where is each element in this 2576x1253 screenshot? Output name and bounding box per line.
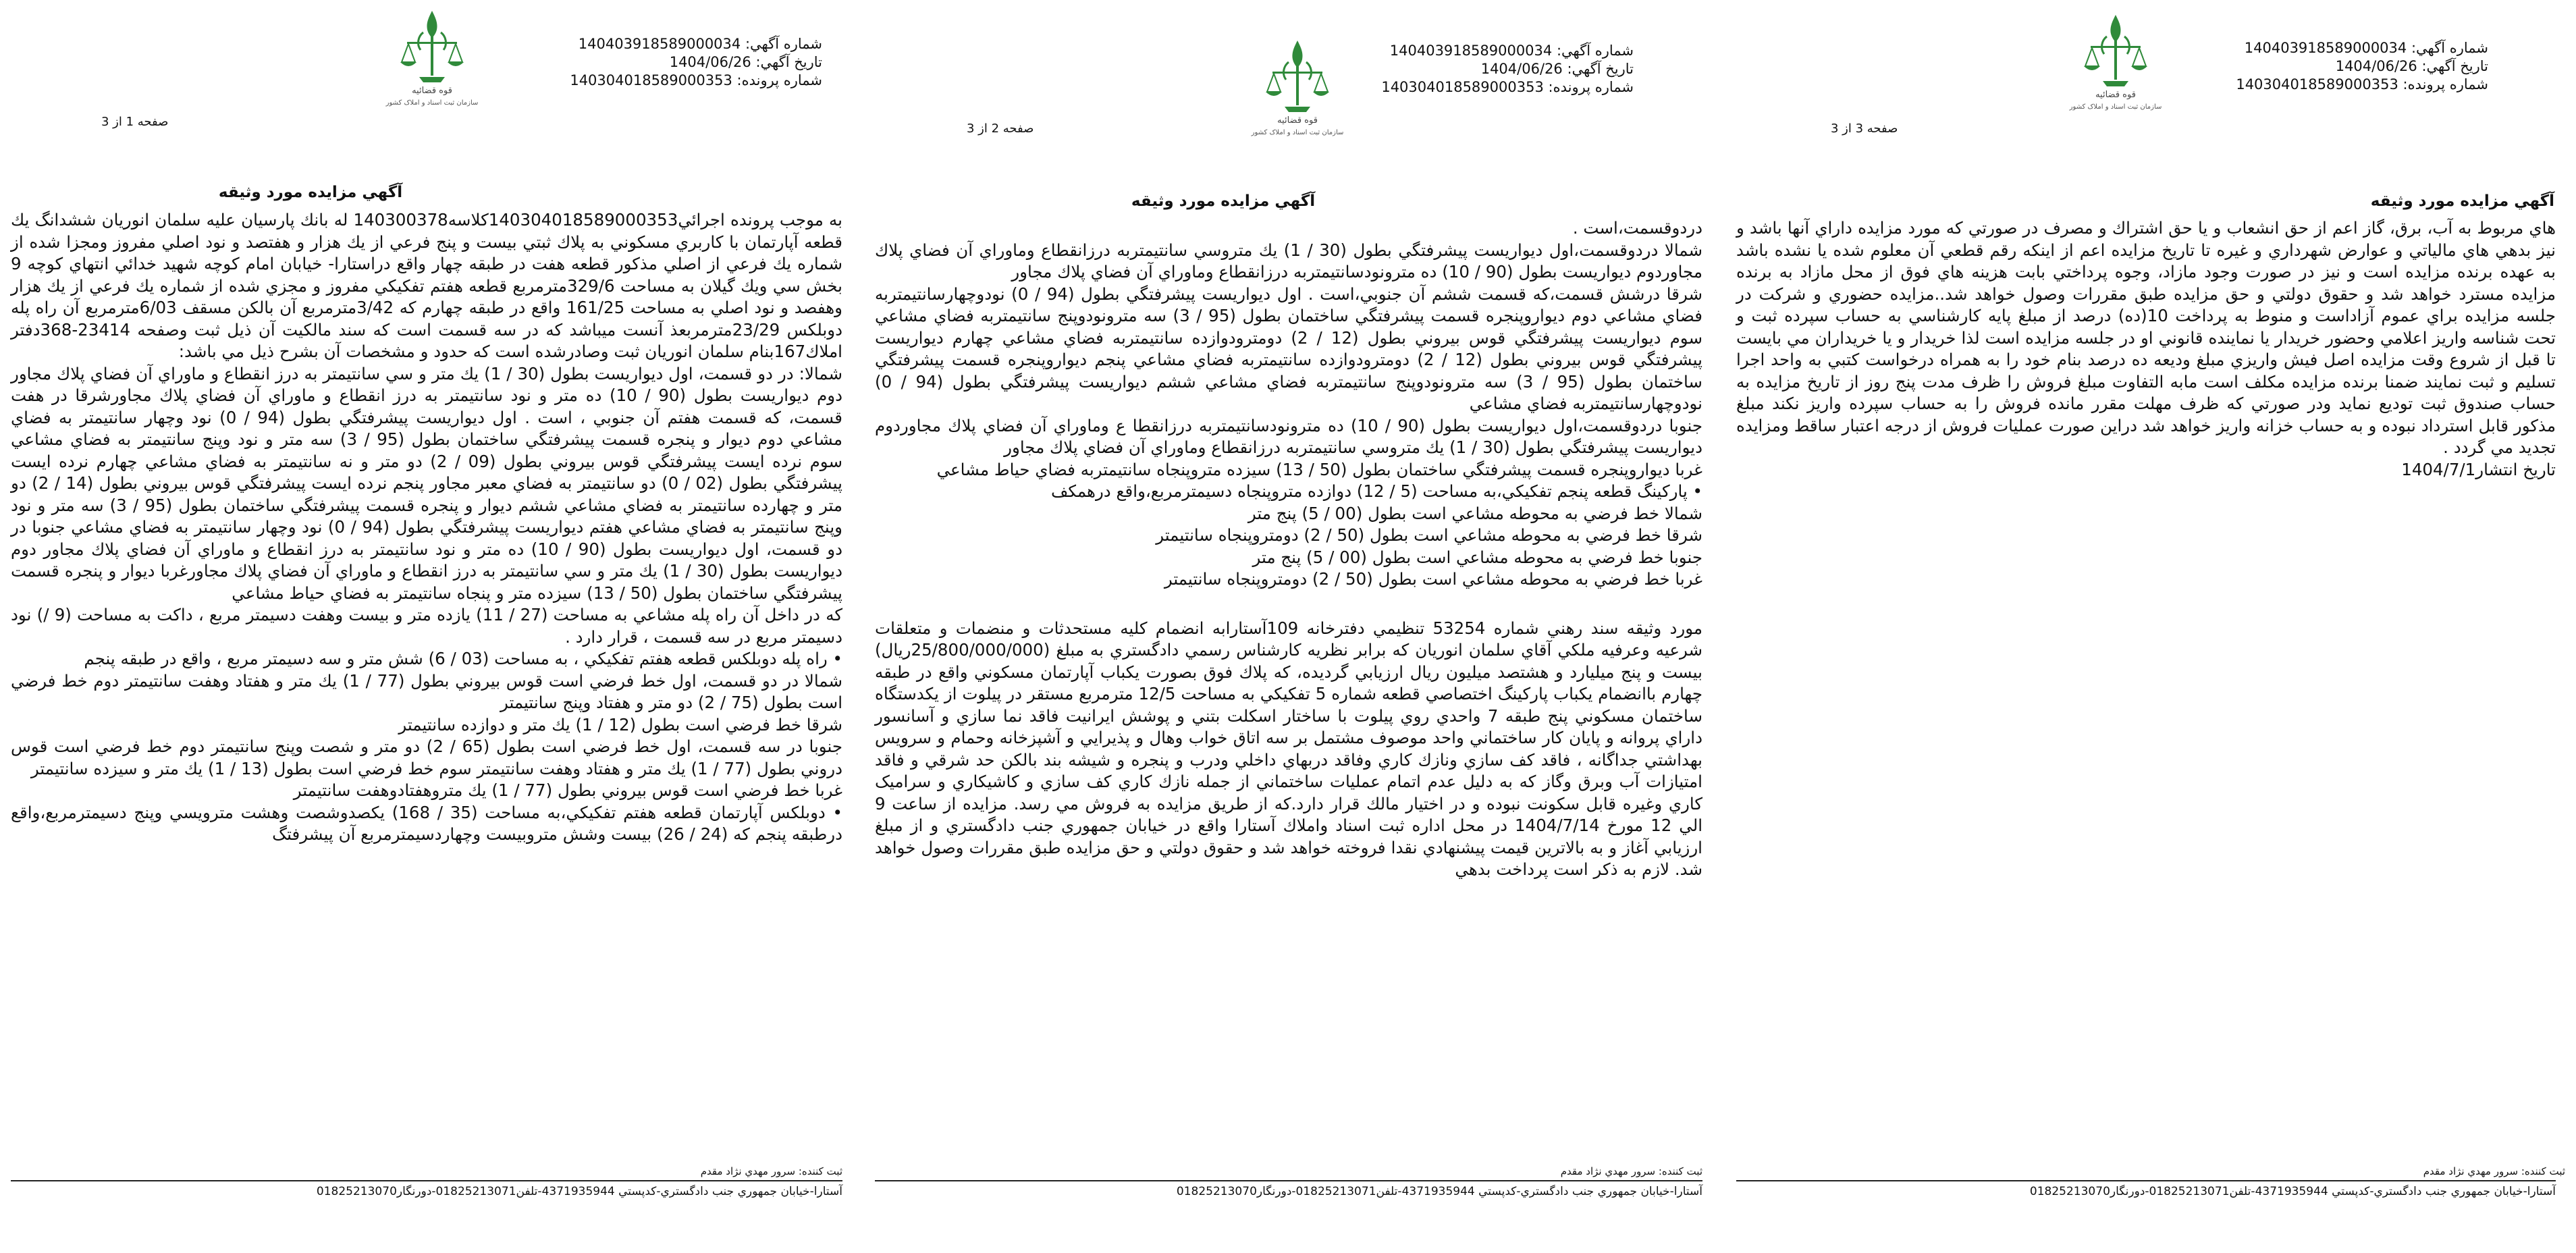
signature-label: ثبت كننده: [798, 1165, 842, 1177]
body-paragraph: به موجب پرونده اجرائي140304018589000353كلاسه140300378 له بانك پارسيان عليه سلمان انوريان ششدانگ يك قطعه آپارتمان با كاربري مسكوني به پلاك ثبتي بيست و پنج فرعي از يك هزار و هفتصد و نود اصلي مفروز ومجزا شده از شماره يك فرعي از اصلي مذكور قطعه هفت در طبقه چهار واقع دراستارا- خيابان امام كوچه شهيد خدائي انتهاي كوچه 9 بخش سي ويك گيلان به مساحت 329/6مترمربع قطعه هفتم تفكيكي مفروز و مجزي شده از شماره يك فرعي از يك هزار وهفصد و نود اصلي به مساحت 161/25 واقع در طبقه چهارم كه 3/42مترمربع آن بالكن مسقف 6/03مترمربع آن راه پله دوبلكس 23/29مترمربعذ آنست ميباشد كه در سه قسمت است كه سند مالكيت آن ذيل ثبت وصفحه 23414-368دفتر املاك167بنام سلمان انوريان ثبت وصادرشده است كه حدود و مشخصات آن بشرح ذيل مي باشد: [11, 210, 843, 361]
ad-number: 140403918589000034 [578, 36, 741, 52]
ad-number-row [1389, 42, 1634, 60]
signature-label: ثبت كننده: [2521, 1165, 2565, 1177]
signature-name: سرور مهدي نژاد مقدم [700, 1165, 796, 1177]
file-number: 140304018589000353 [570, 72, 732, 88]
ad-date: 1404/06/26 [1480, 61, 1563, 77]
body-paragraph: شرقا خط فرضي به محوطه مشاعي است بطول (50 / 2) دومتروپنجاه سانتيمتر [1156, 525, 1702, 545]
svg-text:قوه قضائیه: قوه قضائیه [412, 86, 452, 96]
file-number: 140304018589000353 [1381, 79, 1544, 95]
file-number-label: شماره پرونده: [2403, 76, 2488, 92]
signature-label: ثبت كننده: [1658, 1165, 1702, 1177]
file-number-row [570, 72, 822, 90]
judiciary-emblem-icon [1251, 36, 1344, 138]
body-paragraph: شرقا درشش قسمت،كه قسمت ششم آن جنوبي،است . اول ديواريست پيشرفتگي بطول (94 / 0) نودوچهارسانتيمتربه فضاي مشاعي دوم ديواروپنجره قسمت پيشرفتگي ساختمان بطول (95 / 3) سه مترونودوپنج سانتيمتربه فضاي مشاعي سوم ديواريست پيشرفتگي قوس بيروني بطول (12 / 2) دومترودوازده سانتيمتربه فضاي مشاعي چهارم ديواريست پيشرفتگي قوس بيروني بطول (12 / 2) دومترودوازده سانتيمتربه فضاي مشاعي پنجم ديواروپنجره قسمت پيشرفتگي ساختمان بطول (95 / 3) سه مترونودوپنج سانتيمتربه فضاي مشاعي ششم ديواريست پيشرفتگي بطول (94 / 0) نودوچهارسانتيمتربه فضاي مشاعي [875, 284, 1702, 413]
ad-number-label: شماره آگهي: [1556, 43, 1634, 59]
signature [1453, 1165, 1702, 1177]
ad-number: 140403918589000034 [1389, 43, 1553, 59]
body-paragraph: جنوبا خط فرضي به محوطه مشاعي است بطول (00 / 5) پنج متر [1252, 547, 1702, 567]
body-paragraph: كه در داخل آن راه پله مشاعي به مساحت (27 / 11) يازده متر و بيست وهفت دسيمتر مربع ، داكت به مساحت (9 /) نود دسيمتر مربع در سه قسمت ، قرار دارد . [11, 605, 842, 647]
ad-date-label: تاريخ آگهي: [2421, 58, 2488, 74]
body-paragraph: • راه پله دوبلكس قطعه هفتم تفكيكي ، به مساحت (03 / 6) شش متر و سه دسيمتر مربع ، واقع در طبقه پنجم [84, 649, 842, 668]
judiciary-emblem-icon [385, 7, 479, 108]
body-paragraph: مورد وثيقه سند رهني شماره 53254 تنظيمي دفترخانه 109آستارابه انضمام كليه مستحدثات و منضمات و متعلقات شرعيه وعرفيه ملكي آقاي سلمان انوريان كه برابر نظريه كارشناس رسمي دادگستري به مبلغ (25/800/000/000ريال) بيست و پنج ميلیارد و هشتصد ميليون ريال ارزيابي گرديده، كه پلاك فوق بصورت يكباب آپارتمان مسكوني واقع در طبقه چهارم باانضمام يكباب پاركينگ اختصاصي قطعه شماره 5 تفكيكي به مساحت 12/5 مترمربع مستقر در پيلوت از يكدستگاه ساختمان مسكوني پنج طبقه 7 واحدي روي پيلوت با ساختار اسكلت بتني و پوشش ايرانيت فاقد نما سازي و آسانسور داراي پروانه و پايان كار ساختماني واحد موصوف مشتمل بر سه اتاق خواب وهال و پذيرايي و آشپزخانه وحمام و سرويس بهداشتي جداگانه ، فاقد كف سازي ونازك كاري وفاقد دربهاي داخلي ودرب و پنجره و شيشه بند بالكن حد شرقي و فاقد امتيازات آب وبرق وگاز كه به دليل عدم اتمام عمليات ساختماني از جمله نازك كاري كف سازي و كاشيكاري و سرامیک كاري وغيره قابل سكونت نبوده و در اختيار مالك قرار دارد.كه از طريق مزايده به فروش مي رسد. مزايده از ساعت 9 الي 12 مورخ 1404/7/14 در محل اداره ثبت اسناد واملاك آستارا واقع در خيابان جمهوري جنب دادگستري و از مبلغ ارزيابي آغاز و به بالاترين قيمت پيشنهادي نقدا فروخته خواهد شد و حقوق دولتي و حق مزايده طبق مقررات وصول خواهد شد. لازم به ذكر است پرداخت بدهي [875, 618, 1702, 879]
notice-meta [2236, 39, 2488, 94]
page-number: صفحه 1 از 3 [101, 115, 169, 129]
notice-meta [1381, 42, 1634, 97]
signature [594, 1165, 842, 1177]
body-paragraph: غربا ديواروپنجره قسمت پيشرفتگي ساختمان بطول (50 / 13) سيزده متروپنجاه سانتيمتربه فضاي حياط مشاعي [936, 459, 1702, 479]
ad-number-row [2244, 39, 2488, 57]
body-paragraph: شمالا در دو قسمت، اول خط فرضي است قوس بيروني بطول (77 / 1) يك متر و هفتاد وهفت سانتيمتر دوم خط فرضي است بطول (75 / 2) دو متر و هفتاد وپنج سانتيمتر [11, 670, 842, 712]
body-paragraph: جنوبا دردوقسمت،اول ديواريست بطول (90 / 10) ده مترونودسانتيمتربه درزانقطا ع وماوراي آن فضاي پلاك مجاوردوم ديواريست پيشرفتگي بطول (30 / 1) يك متروسي سانتيمتربه درزانقطاع وماوراي آن فضاي پلاك مجاور [875, 415, 1702, 457]
svg-text:سازمان ثبت اسناد و املاک کشور: سازمان ثبت اسناد و املاک کشور [385, 99, 479, 107]
footer-address: آستارا-خيابان جمهوري جنب دادگستري-كدپستي 4371935944-تلفن01825213071-دورنگار01825213070 [1176, 1185, 1702, 1198]
ad-number-row [578, 35, 822, 53]
ad-number: 140403918589000034 [2244, 40, 2407, 56]
body-paragraph: غربا خط فرضي به محوطه مشاعي است بطول (50 / 2) دومتروپنجاه سانتيمتر [1164, 569, 1702, 589]
body-paragraph: • دوبلكس آپارتمان قطعه هفتم تفكيكي،به مساحت (35 / 168) يكصدوشصت وهشت مترويسي وپنج دسيمترمربع،واقع درطبقه پنجم كه (24 / 26) بيست وشش متروبيست وچهاردسيمترمربع آن پيشرفتگ [11, 802, 842, 844]
judiciary-emblem-icon [2069, 11, 2162, 112]
svg-text:سازمان ثبت اسناد و املاک کشور: سازمان ثبت اسناد و املاک کشور [2069, 103, 2162, 111]
ad-date-row [1419, 60, 1634, 78]
file-number-label: شماره پرونده: [736, 72, 822, 88]
body-paragraph: شمالا: در دو قسمت، اول ديواريست بطول (30 / 1) يك متر و سي سانتيمتر به درز انقطاع و ماوراي آن فضاي پلاك مجاور دوم ديواريست بطول (90 / 10) ده متر و نود سانتيمتر به درز انقطاع و ماوراي آن فضاي پلاك مجاورشرقا در هفت قسمت، كه قسمت هفتم آن جنوبي ، است . اول ديواريست پيشرفتگي بطول (94 / 0) نود وچهار سانتيمتر به فضاي مشاعي دوم ديوار و پنجره قسمت پيشرفتگي ساختمان بطول (95 / 3) سه متر و نود وپنج سانتيمتر به فضاي مشاعي سوم نرده ايست پيشرفتگي قوس بيروني بطول (09 / 2) دو متر و نه سانتيمتر به فضاي مشاعي چهارم نرده ايست پيشرفتگي بطول (02 / 0) دو سانتيمتر به فضاي معبر مجاور پنجم نرده ايست پيشرفتگي قوس بيروني بطول (14 / 2) دو متر و چهارده سانتيمتر به فضاي مشاعي ششم ديوار و پنجره قسمت پيشرفتگي ساختمان بطول (95 / 3) سه متر و نود وپنج سانتيمتر به فضاي مشاعي هفتم ديواريست پيشرفتگي بطول (94 / 0) نود وچهار سانتيمتر به فضاي مشاعي جنوبا در دو قسمت، اول ديواريست بطول (90 / 10) ده متر و نود سانتيمتر به درز انقطاع و ماوراي آن فضاي پلاك مجاور دوم ديواريست بطول (30 / 1) يك متر و سي سانتيمتر به درز انقطاع و ماوراي آن فضاي پلاك مجاورغربا ديوار و پنجره قسمت پيشرفتگي ساختمان بطول (50 / 13) سيزده متر و پنجاه سانتيمتر به فضاي حياط مشاعي [11, 363, 842, 603]
file-number-row [2236, 76, 2488, 94]
ad-date-row [2274, 57, 2488, 76]
ad-number-label: شماره آگهي: [2411, 40, 2488, 56]
notice-page-2 [859, 0, 1717, 1253]
body-paragraph: هاي مربوط به آب، برق، گاز اعم از حق انشعاب و يا حق اشتراك و مصرف در صورتي كه مورد مزايده داراي آنها باشد و نيز بدهي هاي مالياتي و عوارض شهرداري و غيره تا تاريخ مزايده اعم از اينكه رقم قطعي آن معلوم شده يا نشده باشد به عهده برنده مزايده است و نيز در صورت وجود مازاد، وجوه پرداختي بابت هزينه هاي فوق از محل مازاد به برنده مزايده مسترد خواهد شد و حقوق دولتي و حق مزايده طبق مقررات وصول خواهد شد..مزايده حضوري و شركت در جلسه مزايده براي عموم آزاداست و منوط به پرداخت 10(ده) درصد از مبلغ پايه كارشناسي به حساب سپرده ثبت و تحت شناسه واريز اعلامي وحضور خريدار يا نماينده قانوني او در جلسه مزايده است لذا خريدار و يا خريداران مي بايست تا قبل از شروع وقت مزايده اصل فيش واريزي مبلغ وديعه ده درصد بنام خود را به همراه درخواست كتبي به واحد اجرا تسليم و ثبت نمايند ضمنا برنده مزايده مكلف است مابه التفاوت مبلغ فروش را ظرف مدت پنج روز از تاريخ مزايده به حساب صندوق ثبت توديع نمايد ودر صورتي كه ظرف مهلت مقرر مانده فروش را به حساب سپرده واريز نكند مبلغ مذكور قابل استرداد نبوده و به حساب خزانه واريز خواهد شد دراين صورت عمليات فروش از درجه اعتبار ساقط ومزايده تجديد مي گردد . [1736, 218, 2556, 457]
ad-date-label: تاريخ آگهي: [755, 54, 822, 70]
signature-name: سرور مهدي نژاد مقدم [2423, 1165, 2519, 1177]
svg-text:سازمان ثبت اسناد و املاک کشور: سازمان ثبت اسناد و املاک کشور [1251, 129, 1344, 136]
svg-text:قوه قضائیه: قوه قضائیه [2095, 90, 2136, 100]
file-number: 140304018589000353 [2236, 76, 2398, 92]
body-paragraph: • پاركينگ قطعه پنجم تفكيكي،به مساحت (5 / 12) دوازده متروپنجاه دسيمترمربع،واقع درهمكف [1051, 481, 1702, 501]
signature-name: سرور مهدي نژاد مقدم [1560, 1165, 1656, 1177]
notice-page-3 [0, 0, 859, 1253]
footer-divider [875, 1180, 1702, 1181]
page-number: صفحه 3 از 3 [1831, 122, 1898, 136]
notice-title: آگهي مزايده مورد وثيقه [2370, 192, 2554, 210]
notice-body [11, 209, 842, 846]
body-paragraph: دردوقسمت،است . [1572, 218, 1702, 238]
svg-text:قوه قضائیه: قوه قضائیه [1277, 115, 1318, 126]
page-number: صفحه 2 از 3 [967, 122, 1034, 136]
body-paragraph: جنوبا در سه قسمت، اول خط فرضي است بطول (65 / 2) دو متر و شصت وپنج سانتيمتر دوم خط فرضي است قوس دروني بطول (77 / 1) يك متر و هفتاد وهفت سانتيمتر سوم خط فرضي است بطول (13 / 1) يك متر و سيزده سانتيمتر [11, 737, 842, 778]
file-number-label: شماره پرونده: [1548, 79, 1634, 95]
file-number-row [1381, 78, 1634, 97]
body-paragraph: شمالا دردوقسمت،اول ديواريست پيشرفتگي بطول (30 / 1) يك متروسي سانتيمتربه درزانقطاع وماوراي آن فضاي پلاك مجاوردوم ديواريست بطول (90 / 10) ده مترونودسانتيمتربه درزانقطاع وماوراي آن فضاي پلاك مجاور [875, 240, 1702, 282]
ad-date-row [608, 53, 822, 72]
ad-date: 1404/06/26 [669, 54, 751, 70]
body-paragraph: غربا خط فرضي است قوس بيروني بطول (77 / 1) يك متروهفتادوهفت سانتيمتر [293, 780, 842, 800]
notice-title: آگهي مزايده مورد وثيقه [218, 184, 403, 201]
footer-divider [11, 1180, 842, 1181]
ad-date: 1404/06/26 [2335, 58, 2417, 74]
signature [2322, 1165, 2565, 1177]
publish-date: تاريخ انتشار1404/7/1 [2401, 459, 2556, 479]
ad-date-label: تاريخ آگهي: [1567, 61, 1634, 77]
ad-number-label: شماره آگهي: [745, 36, 822, 52]
notice-body [875, 217, 1702, 881]
footer-address: آستارا-خيابان جمهوري جنب دادگستري-كدپستي 4371935944-تلفن01825213071-دورنگار01825213070 [316, 1185, 842, 1198]
notice-meta [570, 35, 822, 90]
notice-title: آگهي مزايده مورد وثيقه [1131, 192, 1316, 210]
notice-page-1 [1717, 0, 2576, 1253]
footer-address: آستارا-خيابان جمهوري جنب دادگستري-كدپستي 4371935944-تلفن01825213071-دورنگار01825213070 [2029, 1185, 2556, 1198]
notice-body [1736, 217, 2556, 481]
body-paragraph: شرقا خط فرضي است بطول (12 / 1) يك متر و دوازده سانتيمتر [398, 714, 842, 735]
footer-divider [1736, 1180, 2556, 1181]
body-paragraph: شمالا خط فرضي به محوطه مشاعي است بطول (00 / 5) پنج متر [1247, 503, 1702, 523]
